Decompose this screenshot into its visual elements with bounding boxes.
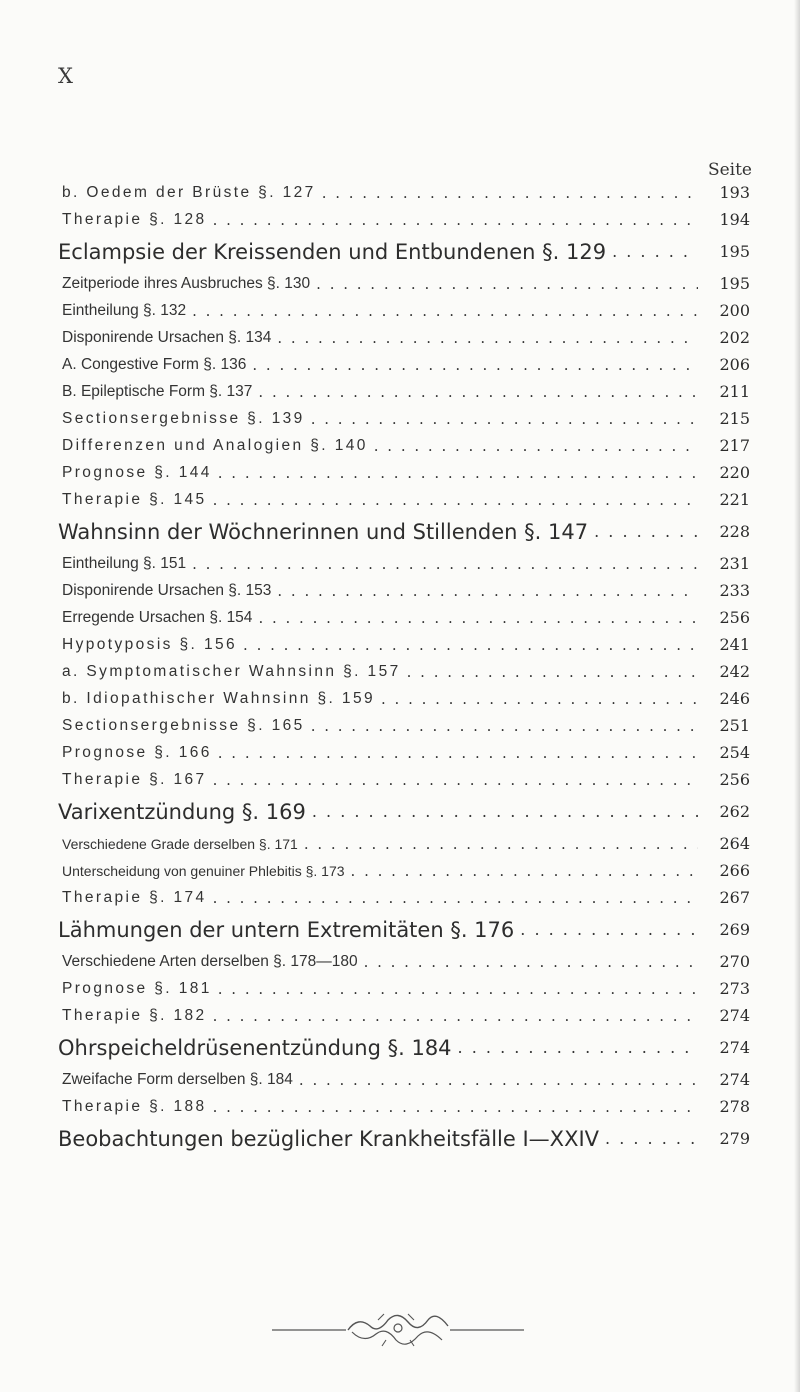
entry-page-number: 221 [719,490,750,509]
entry-page-number: 202 [719,328,750,347]
dot-leader [312,802,698,821]
entry-page-number: 195 [719,242,750,261]
entry-page-number: 231 [719,554,750,573]
toc-chapter [0,911,800,948]
entry-title: Therapie §. 145 [62,490,207,508]
entry-title: Prognose §. 181 [62,979,212,997]
toc-entry [0,432,800,459]
entry-page-number: 215 [719,409,750,428]
toc-entry [0,712,800,739]
entry-title: Disponirende Ursachen §. 153 [62,581,272,599]
dot-leader [311,410,698,428]
dot-leader [322,184,698,202]
toc-chapter [0,1120,800,1157]
entry-page-number: 256 [719,608,750,627]
entry-page-number: 195 [719,274,750,293]
toc-entry [0,830,800,857]
dot-leader [351,862,698,880]
entry-title: Beobachtungen bezüglicher Krankheitsfälle I—XXIV [58,1126,600,1151]
toc-chapter [0,233,800,270]
entry-title: A. Congestive Form §. 136 [62,355,247,373]
toc-entry [0,459,800,486]
dot-leader [458,1038,698,1057]
toc-entry [0,550,800,577]
toc-entry [0,739,800,766]
toc-entry [0,486,800,513]
entry-title: Sectionsergebnisse §. 165 [62,716,305,734]
decorative-ornament [268,1306,528,1350]
dot-leader [218,980,698,998]
entry-title: Disponirende Ursachen §. 134 [62,328,272,346]
toc-entry [0,658,800,685]
entry-title: Eintheilung §. 151 [62,554,187,572]
entry-title: b. Oedem der Brüste §. 127 [62,183,316,201]
entry-title: Varixentzündung §. 169 [58,799,306,824]
toc-entry [0,1093,800,1120]
dot-leader [218,464,698,482]
entry-page-number: 279 [719,1129,750,1148]
entry-title: Therapie §. 167 [62,770,207,788]
dot-leader [213,771,698,789]
toc-chapter [0,1029,800,1066]
entry-title: Differenzen und Analogien §. 140 [62,436,368,454]
entry-title: Hypotyposis §. 156 [62,635,238,653]
dot-leader [374,437,698,455]
entry-title: B. Epileptische Form §. 137 [62,382,253,400]
entry-title: Zeitperiode ihres Ausbruches §. 130 [62,274,311,292]
entry-title: Zweifache Form derselben §. 184 [62,1070,293,1088]
entry-title: Sectionsergebnisse §. 139 [62,409,305,427]
entry-page-number: 264 [719,834,750,853]
page-number: X [58,64,73,88]
dot-leader [277,329,698,347]
entry-page-number: 266 [719,861,750,880]
entry-title: Therapie §. 182 [62,1006,207,1024]
toc-chapter [0,793,800,830]
entry-page-number: 254 [719,743,750,762]
entry-title: Therapie §. 188 [62,1097,207,1115]
dot-leader [311,717,698,735]
entry-page-number: 274 [719,1006,750,1025]
dot-leader [243,636,698,654]
dot-leader [316,275,698,293]
dot-leader [213,211,698,229]
dot-leader [304,835,698,853]
entry-page-number: 278 [719,1097,750,1116]
entry-page-number: 220 [719,463,750,482]
dot-leader [612,242,698,261]
entry-page-number: 274 [719,1038,750,1057]
entry-title: Eintheilung §. 132 [62,301,187,319]
dot-leader [277,582,698,600]
entry-page-number: 251 [719,716,750,735]
dot-leader [407,663,698,681]
entry-page-number: 274 [719,1070,750,1089]
entry-title: Ohrspeicheldrüsenentzündung §. 184 [58,1035,452,1060]
entry-title: Erregende Ursachen §. 154 [62,608,253,626]
toc-entry [0,766,800,793]
entry-page-number: 262 [719,802,750,821]
entry-title: Lähmungen der untern Extremitäten §. 176 [58,917,515,942]
toc-entry [0,270,800,297]
entry-title: Unterscheidung von genuiner Phlebitis §. 173 [62,862,345,879]
entry-page-number: 273 [719,979,750,998]
entry-title: Verschiedene Arten derselben §. 178—180 [62,952,358,970]
dot-leader [192,555,698,573]
dot-leader [213,1007,698,1025]
entry-page-number: 241 [719,635,750,654]
dot-leader [218,744,698,762]
toc-entry [0,1002,800,1029]
dot-leader [520,920,698,939]
toc-entry [0,631,800,658]
dot-leader [381,690,698,708]
toc-entry [0,405,800,432]
toc-entry [0,884,800,911]
entry-page-number: 256 [719,770,750,789]
dot-leader [258,609,698,627]
entry-page-number: 193 [719,183,750,202]
entry-page-number: 217 [719,436,750,455]
toc-entry [0,179,800,206]
entry-title: Prognose §. 144 [62,463,212,481]
entry-page-number: 242 [719,662,750,681]
dot-leader [192,302,698,320]
dot-leader [299,1071,698,1089]
table-of-contents [0,179,800,1157]
dot-leader [605,1129,698,1148]
toc-entry [0,857,800,884]
toc-entry [0,975,800,1002]
toc-entry [0,685,800,712]
entry-title: Wahnsinn der Wöchnerinnen und Stillenden §. 147 [58,519,589,544]
entry-page-number: 200 [719,301,750,320]
entry-title: a. Symptomatischer Wahnsinn §. 157 [62,662,401,680]
entry-page-number: 267 [719,888,750,907]
dot-leader [252,356,698,374]
dot-leader [213,1098,698,1116]
page-column-header: Seite [707,160,752,180]
toc-entry [0,577,800,604]
entry-page-number: 194 [719,210,750,229]
dot-leader [364,953,698,971]
entry-page-number: 246 [719,689,750,708]
entry-title: Prognose §. 166 [62,743,212,761]
toc-entry [0,206,800,233]
entry-page-number: 206 [719,355,750,374]
toc-entry [0,604,800,631]
entry-title: Verschiedene Grade derselben §. 171 [62,835,298,852]
entry-page-number: 228 [719,522,750,541]
toc-entry [0,351,800,378]
entry-title: Therapie §. 174 [62,888,207,906]
entry-title: b. Idiopathischer Wahnsinn §. 159 [62,689,375,707]
entry-page-number: 269 [719,920,750,939]
dot-leader [213,889,698,907]
page-edge-shadow [794,0,800,1392]
toc-chapter [0,513,800,550]
toc-entry [0,948,800,975]
toc-entry [0,324,800,351]
toc-entry [0,297,800,324]
toc-entry [0,378,800,405]
dot-leader [213,491,698,509]
entry-title: Eclampsie der Kreissenden und Entbundenen §. 129 [58,239,607,264]
toc-entry [0,1066,800,1093]
entry-title: Therapie §. 128 [62,210,207,228]
dot-leader [258,383,698,401]
entry-page-number: 233 [719,581,750,600]
entry-page-number: 211 [719,382,750,401]
entry-page-number: 270 [719,952,750,971]
dot-leader [594,522,698,541]
